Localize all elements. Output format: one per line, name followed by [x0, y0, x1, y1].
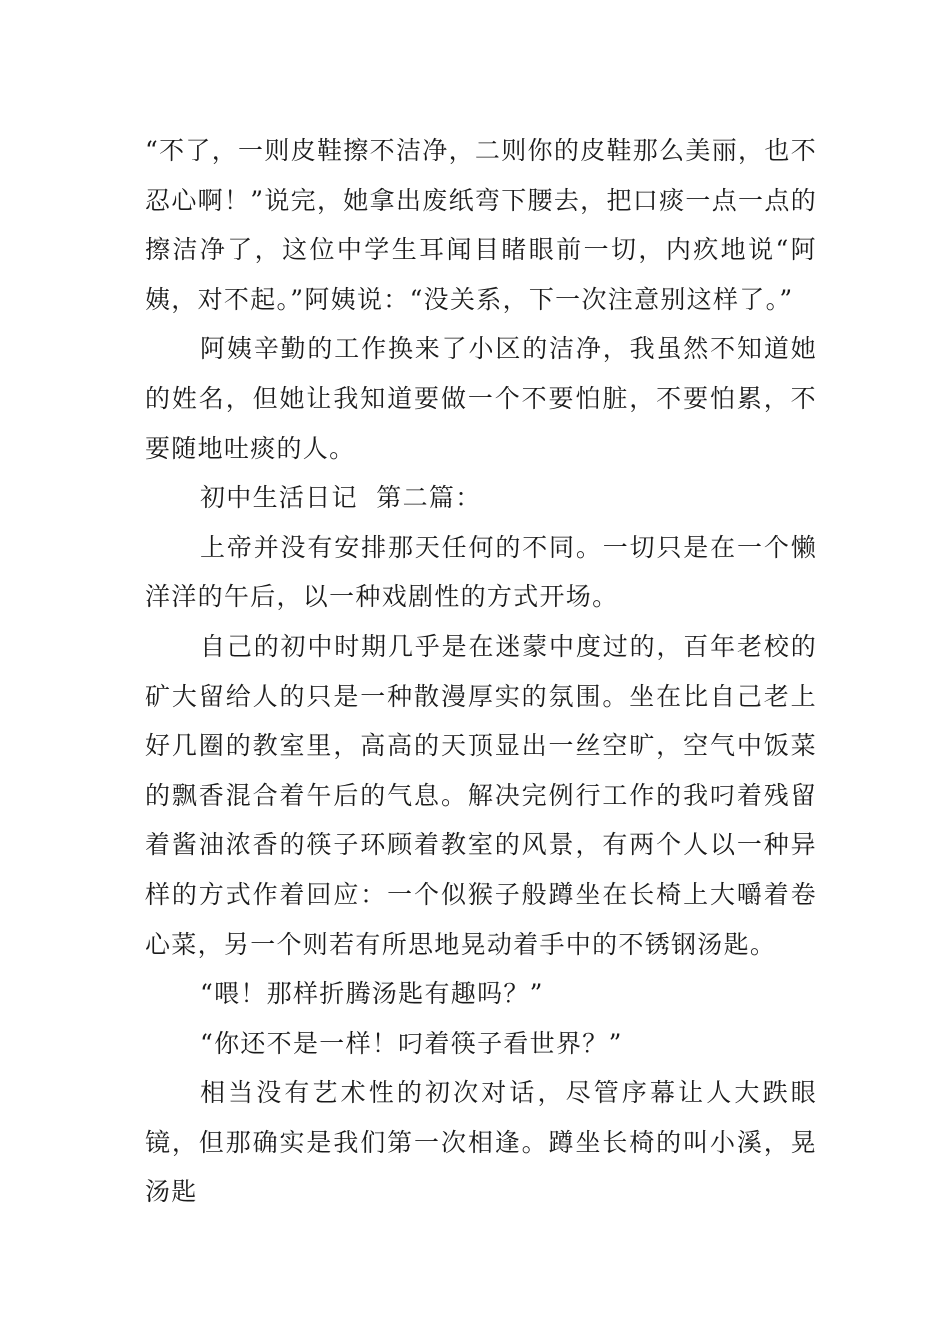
paragraph-3: 上帝并没有安排那天任何的不同。一切只是在一个懒洋洋的午后，以一种戏剧性的方式开场。 — [145, 532, 817, 612]
dialogue-line-2: “你还不是一样！叼着筷子看世界？” — [200, 1028, 623, 1058]
section-heading: 初中生活日记 第二篇： — [200, 483, 482, 513]
dialogue-line-1: “喂！那样折腾汤匙有趣吗？” — [200, 979, 544, 1009]
body-text — [145, 126, 817, 1217]
paragraph-4: 自己的初中时期几乎是在迷蒙中度过的，百年老校的矿大留给人的只是一种散漫厚实的氛围。坐在比自己老上好几圈的教室里，高高的天顶显出一丝空旷，空气中饭菜的飘香混合着午后的气息。解决完例行工作的我叼着残留着酱油浓香的筷子环顾着教室的风景，有两个人以一种异样的方式作着回应：一个似猴子般蹲坐在长椅上大嚼着卷心菜，另一个则若有所思地晃动着手中的不锈钢汤匙。 — [145, 631, 817, 959]
paragraph-5: 相当没有艺术性的初次对话，尽管序幕让人大跌眼镜，但那确实是我们第一次相逢。蹲坐长椅的叫小溪，晃汤匙 — [145, 1078, 817, 1207]
paragraph-1: “不了，一则皮鞋擦不洁净，二则你的皮鞋那么美丽，也不忍心啊！”说完，她拿出废纸弯下腰去，把口痰一点一点的擦洁净了，这位中学生耳闻目睹眼前一切，内疚地说“阿姨，对不起。”阿姨说：“没关系，下一次注意别这样了。” — [145, 136, 817, 314]
paragraph-2: 阿姨辛勤的工作换来了小区的洁净，我虽然不知道她的姓名，但她让我知道要做一个不要怕脏，不要怕累，不要随地吐痰的人。 — [145, 334, 817, 463]
